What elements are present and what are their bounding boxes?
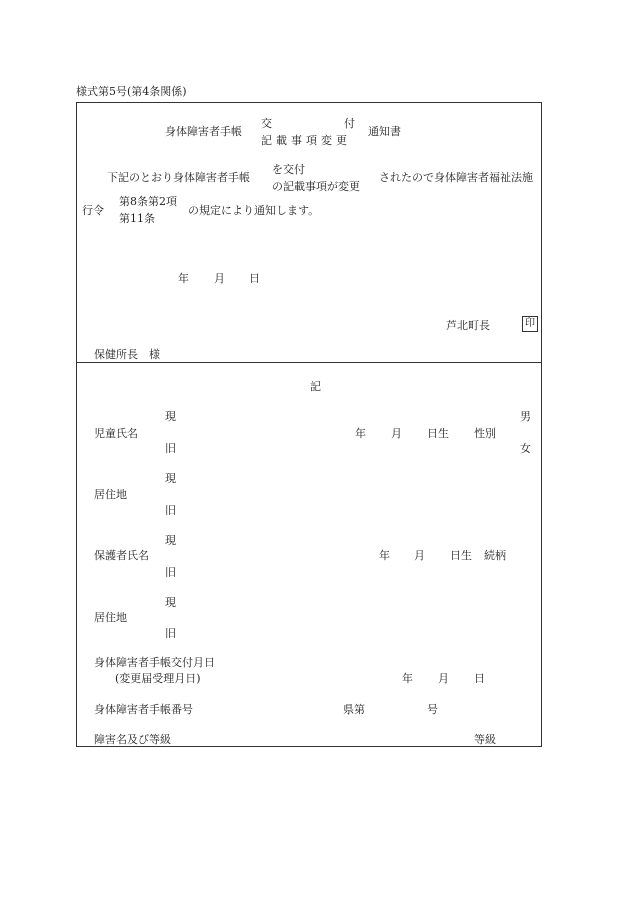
child-address-former: 旧	[165, 504, 176, 517]
title-option-change: 記載事項変更	[261, 134, 351, 147]
body-line1-option-issue: を交付	[272, 163, 305, 176]
child-name-present: 現	[165, 410, 176, 423]
handbook-prefecture: 県第	[343, 703, 365, 716]
body-line1-option-change: の記載事項が変更	[272, 180, 360, 193]
handbook-number-suffix: 号	[427, 703, 438, 716]
date-year: 年	[178, 272, 189, 285]
body-line2-prefix: 行令	[82, 204, 104, 217]
seal-mark: 印	[522, 316, 538, 332]
child-address-label: 居住地	[94, 488, 127, 501]
guardian-birth-month: 月	[414, 549, 425, 562]
date-day: 日	[249, 272, 260, 285]
issue-date-year: 年	[402, 672, 413, 685]
disability-label: 障害名及び等級	[94, 733, 171, 746]
section-divider	[76, 362, 542, 363]
handbook-number-label: 身体障害者手帳番号	[94, 703, 193, 716]
form-number-label: 様式第5号(第4条関係)	[76, 85, 187, 98]
disability-grade-label: 等級	[474, 733, 496, 746]
section-title: 記	[310, 380, 321, 393]
title-option-issue-right: 付	[344, 117, 355, 130]
guardian-name-former: 旧	[165, 566, 176, 579]
child-sex-female: 女	[520, 442, 531, 455]
child-address-present: 現	[165, 472, 176, 485]
issue-date-day: 日	[474, 672, 485, 685]
issue-date-label: 身体障害者手帳交付月日	[94, 656, 215, 669]
child-sex-label: 性別	[474, 427, 496, 440]
guardian-name-label: 保護者氏名	[94, 549, 149, 562]
body-line2-option-art11: 第11条	[119, 212, 155, 225]
child-name-former: 旧	[165, 442, 176, 455]
guardian-birth-day: 日生	[450, 549, 472, 562]
title-option-issue-left: 交	[261, 117, 272, 130]
title-main: 身体障害者手帳	[165, 125, 242, 138]
guardian-birth-year: 年	[379, 549, 390, 562]
guardian-address-label: 居住地	[94, 611, 127, 624]
child-name-label: 児童氏名	[94, 427, 138, 440]
title-suffix: 通知書	[368, 125, 401, 138]
child-birth-day: 日生	[427, 427, 449, 440]
guardian-name-present: 現	[165, 534, 176, 547]
body-line1-prefix: 下記のとおり身体障害者手帳	[107, 171, 250, 184]
addressee: 保健所長 様	[94, 348, 160, 361]
body-line2-suffix: の規定により通知します。	[188, 204, 320, 217]
guardian-relation-label: 続柄	[484, 549, 506, 562]
issue-date-month: 月	[438, 672, 449, 685]
issuer-name: 芦北町長	[446, 319, 490, 332]
issue-date-sublabel: (変更届受理月日)	[115, 672, 201, 685]
body-line2-option-art8: 第8条第2項	[119, 195, 177, 208]
guardian-address-present: 現	[165, 596, 176, 609]
body-line1-suffix: されたので身体障害者福祉法施	[379, 171, 533, 184]
guardian-address-former: 旧	[165, 627, 176, 640]
child-birth-month: 月	[391, 427, 402, 440]
date-month: 月	[214, 272, 225, 285]
child-birth-year: 年	[355, 427, 366, 440]
child-sex-male: 男	[520, 410, 531, 423]
